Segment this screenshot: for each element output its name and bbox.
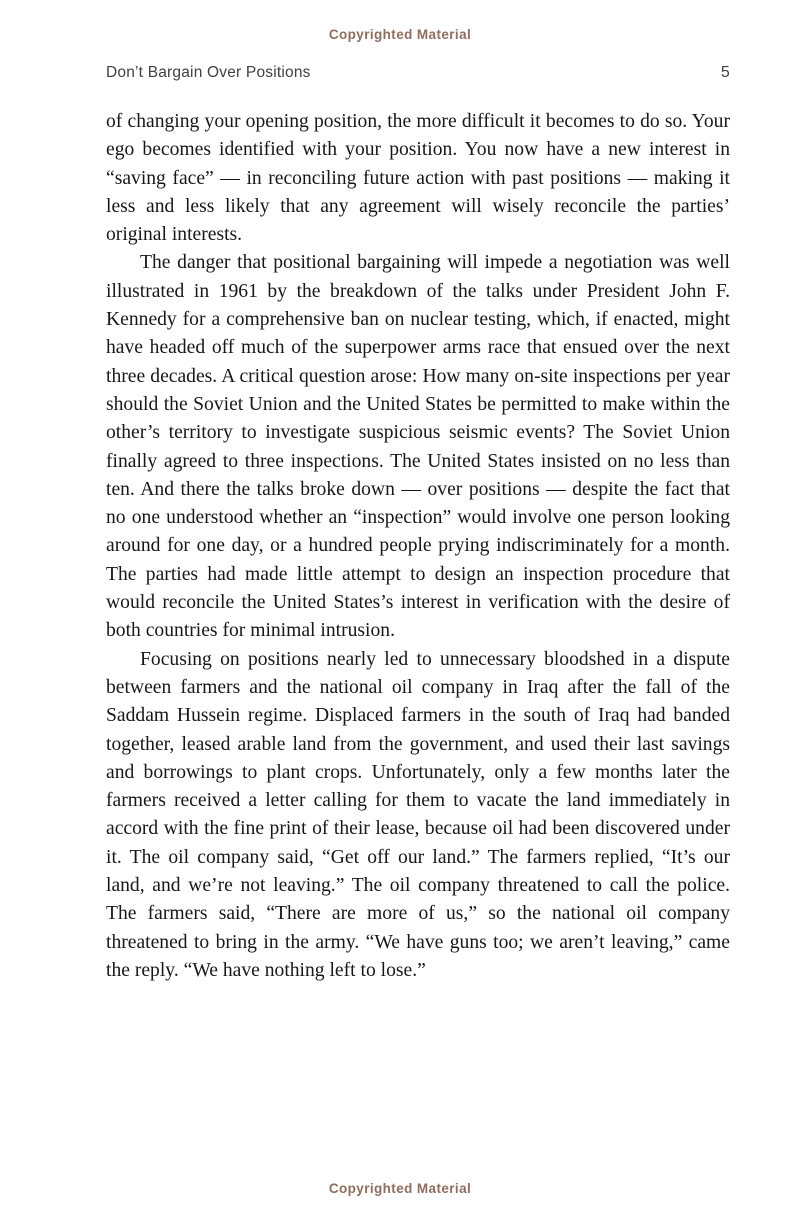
paragraph-2: The danger that positional bargaining will impede a negotiation was well illustrated in 1961 by the breakdown of the talks under President John F. Kennedy for a comprehensive ban on nuclear testing, which, if enacted, might have headed off much of the superpower arms race that ensued over the next three decades. A critical question arose: How many on-site inspections per year should the Soviet Union and the United States be permitted to make within the other’s territory to investigate suspicious seismic events? The Soviet Union finally agreed to three inspections. The United States insisted on no less than ten. And there the talks broke down — over positions — despite the fact that no one understood whether an “inspection” would involve one person looking around for one day, or a hundred people prying indiscriminately for a month. The parties had made little attempt to design an inspection procedure that would reconcile the United States’s interest in verification with the desire of both countries for minimal intrusion. [106,252,730,642]
copyright-notice-bottom: Copyrighted Material [328,1181,472,1196]
body-text [106,108,730,985]
chapter-title: Don’t Bargain Over Positions [106,64,311,81]
paragraph-1: of changing your opening position, the more difficult it becomes to do so. Your ego becomes identified with your position. You now have a new interest in “saving face” — in reconciling future action with past positions — making it less and less likely that any agreement will wisely reconcile the parties’ original interests. [106,111,730,246]
page-number: 5 [720,64,730,81]
running-header [106,64,730,82]
copyright-notice-top: Copyrighted Material [328,27,472,42]
paragraph-3: Focusing on positions nearly led to unnecessary bloodshed in a dispute between farmers and the national oil company in Iraq after the fall of the Saddam Hussein regime. Displaced farmers in the south of Iraq had banded together, leased arable land from the government, and used their last savings and borrowings to plant crops. Unfortunately, only a few months later the farmers received a letter calling for them to vacate the land immediately in accord with the fine print of their lease, because oil had been discovered under it. The oil company said, “Get off our land.” The farmers replied, “It’s our land, and we’re not leaving.” The oil company threatened to call the police. The farmers said, “There are more of us,” so the national oil company threatened to bring in the army. “We have guns too; we aren’t leaving,” came the reply. “We have nothing left to lose.” [106,648,730,981]
